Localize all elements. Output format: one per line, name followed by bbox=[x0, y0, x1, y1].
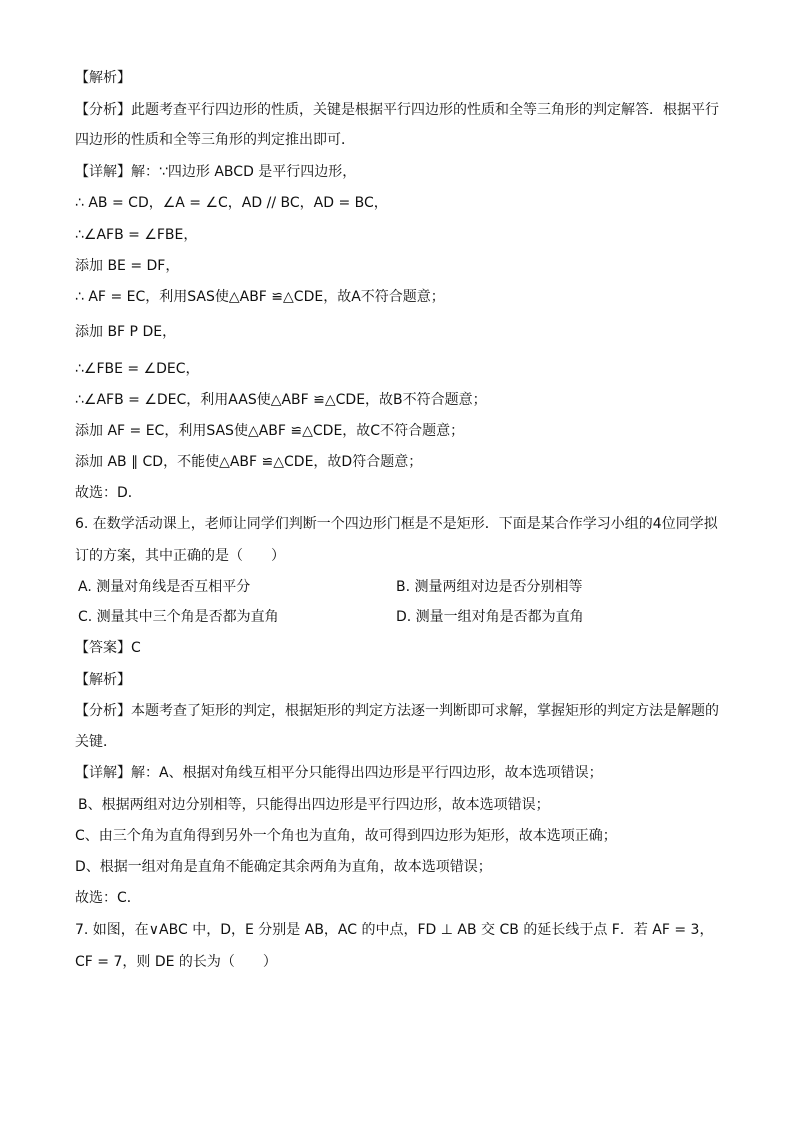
analysis-text: 【分析】此题考查平行四边形的性质，关键是根据平行四边形的性质和全等三角形的判定解答．根据平行 bbox=[75, 102, 719, 118]
answer-choice-line: 故选：C． bbox=[75, 890, 141, 906]
detail-line: 【详解】解：∵四边形 ABCD 是平行四边形， bbox=[75, 164, 357, 180]
option-c: C. 测量其中三个角是否都为直角 bbox=[78, 609, 279, 625]
detail-line: ∴∠AFB = ∠FBE， bbox=[75, 227, 198, 243]
detail-line: B、根据两组对边分别相等，只能得出四边形是平行四边形，故本选项错误； bbox=[78, 797, 550, 813]
option-d: D. 测量一组对角是否都为直角 bbox=[396, 609, 584, 625]
detail-line: C、由三个角为直角得到另外一个角也为直角，故可得到四边形为矩形，故本选项正确； bbox=[75, 828, 617, 844]
detail-line: ∴∠AFB = ∠DEC，利用AAS使△ABF ≌△CDE，故B不符合题意； bbox=[75, 392, 487, 408]
detail-line: 【详解】解：A、根据对角线互相平分只能得出四边形是平行四边形，故本选项错误； bbox=[75, 765, 603, 781]
question-6-text: 6. 在数学活动课上，老师让同学们判断一个四边形门框是不是矩形．下面是某合作学习小组的4位同学拟 bbox=[75, 516, 718, 532]
detail-line: ∴∠FBE = ∠DEC， bbox=[75, 361, 200, 377]
detail-line: ∴ AF = EC，利用SAS使△ABF ≌△CDE，故A不符合题意； bbox=[75, 289, 445, 305]
option-b: B. 测量两组对边是否分别相等 bbox=[396, 579, 583, 595]
detail-line: 添加 BE = DF， bbox=[75, 258, 180, 274]
question-7-text: 7. 如图，在∨ABC 中，D，E 分别是 AB，AC 的中点，FD ⊥ AB 交 CB 的延长线于点 F．若 AF = 3， bbox=[75, 922, 714, 938]
section-header-analysis: 【解析】 bbox=[75, 672, 131, 688]
question-7-text-cont: CF = 7，则 DE 的长为（ ） bbox=[75, 954, 277, 970]
answer-choice-line: 故选：D． bbox=[75, 485, 142, 501]
analysis-text-cont: 四边形的性质和全等三角形的判定推出即可． bbox=[75, 132, 355, 148]
detail-line: 添加 AB ∥ CD，不能使△ABF ≌△CDE，故D符合题意； bbox=[75, 454, 423, 470]
analysis-text-cont: 关键． bbox=[75, 734, 117, 750]
detail-line: ∴ AB = CD，∠A = ∠C，AD // BC，AD = BC， bbox=[75, 195, 388, 211]
detail-line: D、根据一组对角是直角不能确定其余两角为直角，故本选项错误； bbox=[75, 859, 492, 875]
analysis-text: 【分析】本题考查了矩形的判定，根据矩形的判定方法逐一判断即可求解，掌握矩形的判定方法是解题的 bbox=[75, 703, 719, 719]
option-a: A. 测量对角线是否互相平分 bbox=[78, 579, 251, 595]
question-6-text-cont: 订的方案，其中正确的是（ ） bbox=[75, 548, 285, 564]
section-header-analysis: 【解析】 bbox=[75, 70, 131, 86]
detail-line: 添加 BF Ρ DE， bbox=[75, 324, 177, 340]
answer-line: 【答案】C bbox=[75, 640, 141, 656]
detail-line: 添加 AF = EC，利用SAS使△ABF ≌△CDE，故C不符合题意； bbox=[75, 423, 465, 439]
